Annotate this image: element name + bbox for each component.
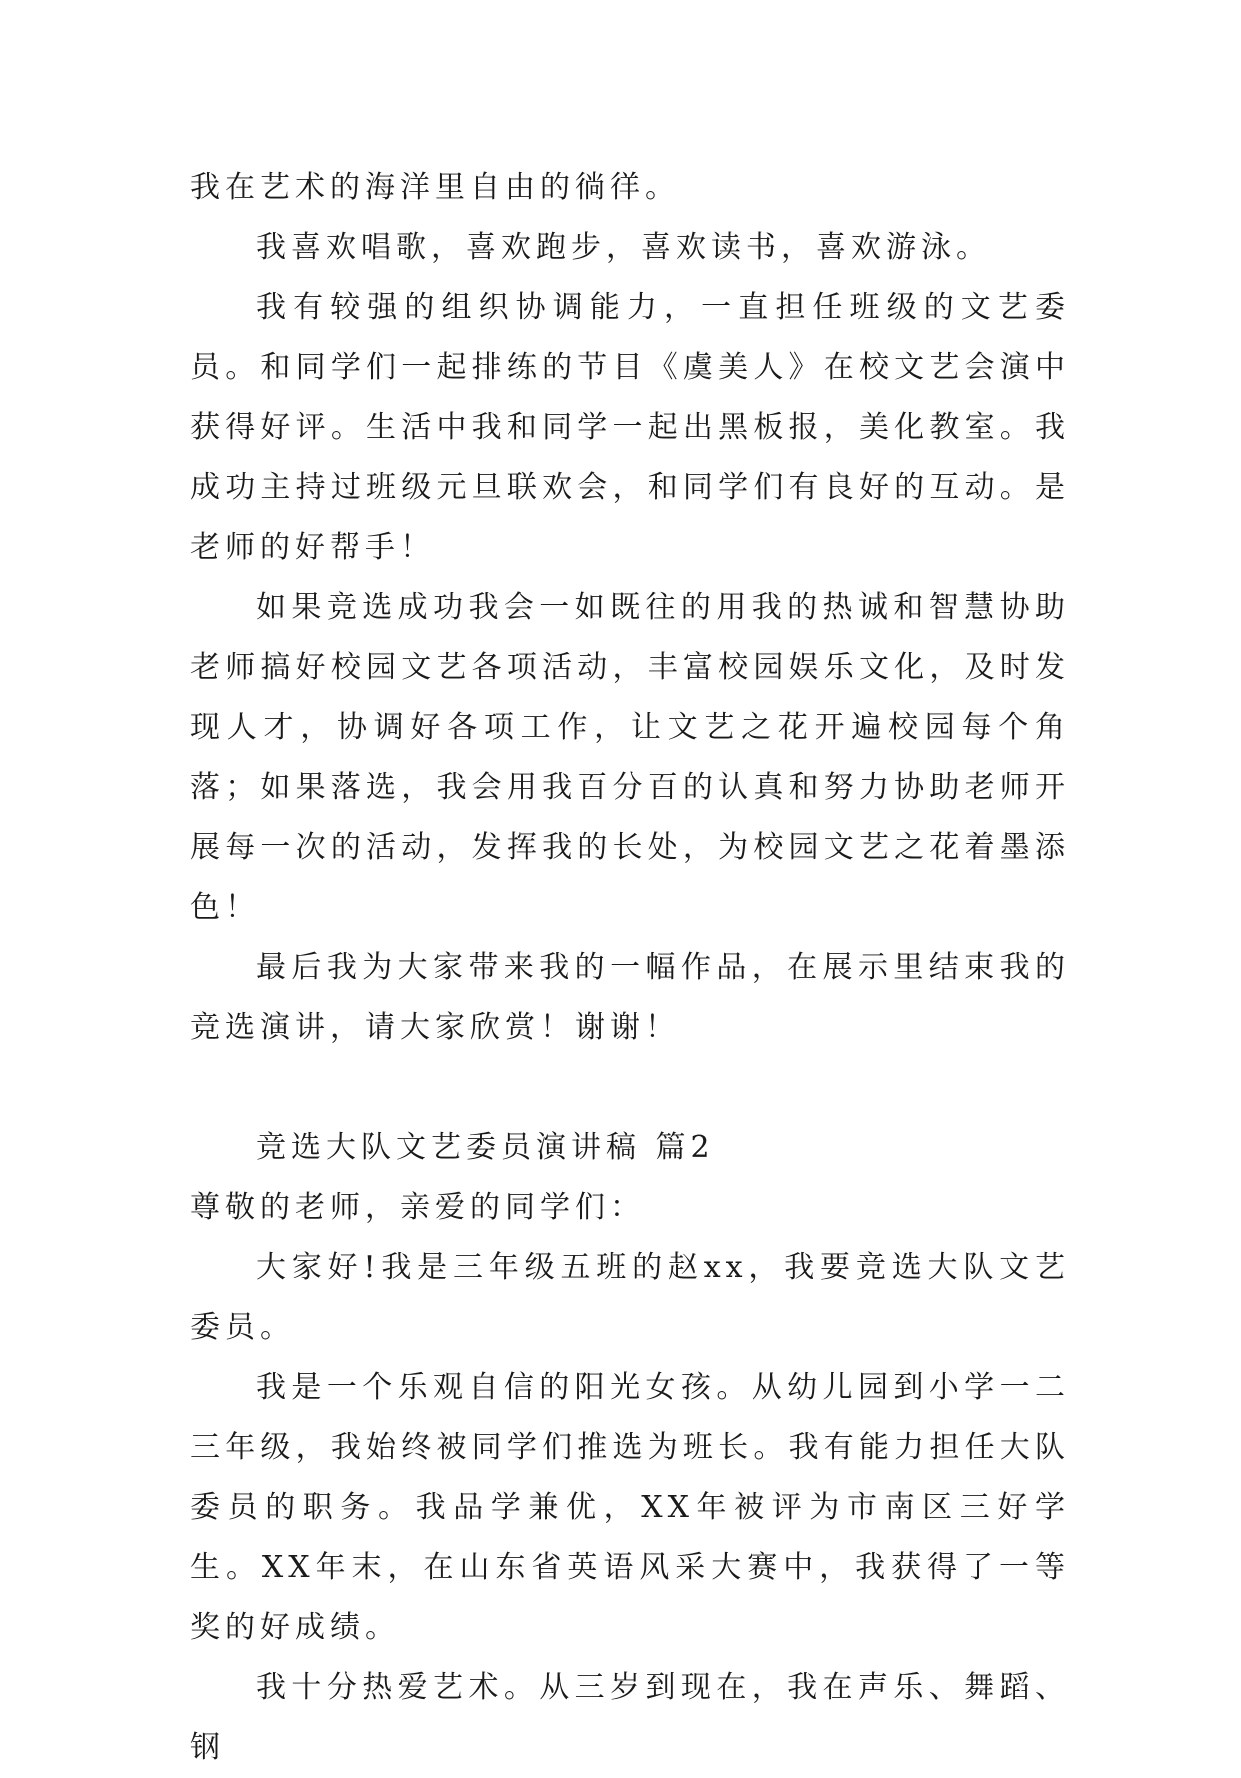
article-heading: 竞选大队文艺委员演讲稿 篇2 <box>256 1130 715 1165</box>
paragraph-hobbies: 我喜欢唱歌，喜欢跑步，喜欢读书，喜欢游泳。 <box>256 230 991 265</box>
paragraph-introduction: 我是一个乐观自信的阳光女孩。从幼儿园到小学一二三年级，我始终被同学们推选为班长。我有能力担任大队委员的职务。我品学兼优，XX年被评为市南区三好学生。XX年末，在山东省英语风采大赛中，我获得了一等奖的好成绩。 <box>190 1370 1070 1645</box>
document-body <box>190 158 1070 1778</box>
salutation: 尊敬的老师，亲爱的同学们： <box>190 1190 645 1225</box>
paragraph-art-love: 我十分热爱艺术。从三岁到现在，我在声乐、舞蹈、钢 <box>190 1670 1070 1765</box>
paragraph-greeting: 大家好!我是三年级五班的赵xx，我要竞选大队文艺委员。 <box>190 1250 1070 1345</box>
paragraph-promise: 如果竞选成功我会一如既往的用我的热诚和智慧协助老师搞好校园文艺各项活动，丰富校园娱乐文化，及时发现人才，协调好各项工作，让文艺之花开遍校园每个角落；如果落选，我会用我百分百的认真和努力协助老师开展每一次的活动，发挥我的长处，为校园文艺之花着墨添色！ <box>190 590 1070 925</box>
paragraph-closing: 最后我为大家带来我的一幅作品，在展示里结束我的竞选演讲，请大家欣赏！谢谢！ <box>190 950 1070 1045</box>
paragraph-abilities: 我有较强的组织协调能力，一直担任班级的文艺委员。和同学们一起排练的节目《虞美人》在校文艺会演中获得好评。生活中我和同学一起出黑板报，美化教室。我成功主持过班级元旦联欢会，和同学们有良好的互动。是老师的好帮手！ <box>190 290 1070 565</box>
section-gap <box>190 1058 1070 1118</box>
paragraph-continuation: 我在艺术的海洋里自由的徜徉。 <box>190 170 680 205</box>
